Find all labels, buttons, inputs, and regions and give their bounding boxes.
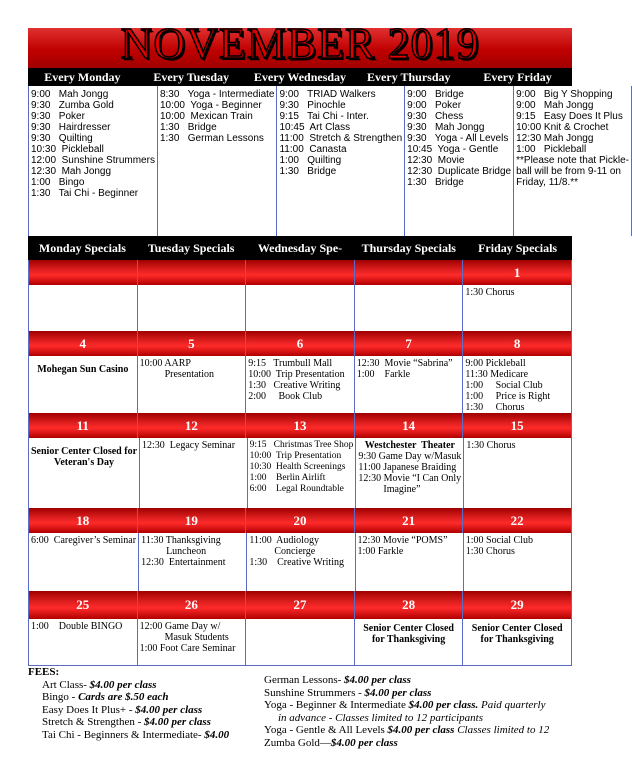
weekly-header-3: Every Thursday — [367, 70, 451, 84]
fees-right-column — [264, 674, 549, 749]
date-row-3 — [28, 508, 572, 533]
weekly-cell-1 — [158, 86, 278, 236]
schedule-item: 11:00 Canasta — [279, 144, 347, 155]
schedule-item: 10:45 Yoga - Gentle — [407, 144, 499, 155]
specials-header-3: Thursday Specials — [361, 241, 456, 255]
date-cell: 11 — [28, 413, 138, 438]
schedule-item: 10:30 Pickleball — [31, 144, 104, 155]
schedule-item: 9:30 Mah Jongg — [407, 122, 485, 133]
schedule-item: 10:45 Art Class — [279, 122, 351, 133]
schedule-item: **Please note that Pickle- — [516, 155, 629, 166]
fee-item-right — [264, 737, 549, 750]
schedule-item: 12:30 Mah Jongg — [516, 133, 594, 144]
event-line: Westchester Theater — [364, 440, 455, 451]
fee-price: $4.00 per class — [364, 686, 432, 699]
schedule-item: 1:00 Quilting — [279, 155, 342, 166]
fee-label: Art Class- — [42, 678, 90, 691]
events-cell — [246, 619, 355, 665]
weekly-header-1: Every Tuesday — [153, 70, 230, 84]
fee-item-right — [264, 674, 549, 687]
date-cell: 12 — [138, 413, 247, 438]
fee-price: $4.00 per class. — [408, 699, 479, 711]
event-line: 11:00 Audiology — [249, 535, 319, 546]
event-line: 6:00 Caregiver’s Seminar — [31, 535, 137, 546]
event-line: Presentation — [139, 369, 215, 380]
events-cell — [138, 285, 247, 331]
schedule-item: 10:00 Knit & Crochet — [516, 122, 609, 133]
schedule-item: 12:30 Mah Jongg — [31, 166, 112, 177]
date-cell: 27 — [246, 591, 355, 619]
schedule-item: 9:30 Chess — [407, 111, 464, 122]
schedule-item: 1:30 Bridge — [159, 122, 217, 133]
event-line: 1:00 Double BINGO — [31, 621, 123, 632]
date-cell: 7 — [355, 331, 464, 356]
fee-price: Cards are $.50 each — [78, 691, 169, 703]
event-line: 1:00 Social Club — [465, 535, 534, 546]
schedule-item: Friday, 11/8.** — [516, 177, 579, 188]
events-cell — [246, 356, 355, 413]
event-line: for Thanksgiving — [480, 634, 554, 645]
specials-header-2: Wednesday Spe- — [257, 241, 343, 255]
event-line: 1:30 Chorus — [465, 546, 515, 557]
schedule-item: 9:15 Tai Chi - Inter. — [279, 111, 369, 122]
schedule-item: 8:30 Yoga - Intermediate — [159, 89, 275, 100]
weekly-cell-4 — [514, 86, 632, 236]
events-row-1 — [28, 356, 572, 414]
date-cell: 25 — [28, 591, 138, 619]
fee-price: $4.00 per class — [89, 678, 157, 691]
page-title: NOVEMBER 2019 — [120, 19, 480, 68]
event-line: Senior Center Closed for — [31, 446, 138, 457]
events-cell — [140, 438, 248, 508]
specials-header-0: Monday Specials — [38, 241, 126, 255]
schedule-item: 9:00 Mah Jongg — [516, 100, 594, 111]
date-cell: 21 — [355, 508, 464, 533]
events-row-3 — [28, 533, 572, 592]
date-cell — [246, 260, 355, 285]
fee-label: Zumba Gold— — [264, 736, 331, 749]
weekly-header-2: Every Wednesday — [253, 70, 347, 84]
specials-header-4: Friday Specials — [478, 241, 558, 255]
event-line: 12:30 Entertainment — [141, 557, 226, 568]
schedule-item: 1:00 Bingo — [31, 177, 85, 188]
event-line: 10:00 AARP — [139, 358, 191, 369]
event-line: 1:00 Farkle — [356, 369, 411, 380]
fee-label: Yoga - Beginner & Intermediate — [264, 699, 409, 711]
event-line: Senior Center Closed — [363, 623, 454, 634]
date-cell — [138, 260, 247, 285]
events-cell — [246, 285, 355, 331]
date-cell — [355, 260, 464, 285]
date-cell: 13 — [246, 413, 355, 438]
date-cell: 22 — [463, 508, 572, 533]
weekly-header-row — [28, 68, 572, 86]
events-cell — [28, 619, 138, 665]
fee-label: Easy Does It Plus+ - — [42, 703, 136, 716]
schedule-item: 1:30 Bridge — [279, 166, 337, 177]
event-line: 12:30 Movie “I Can Only — [358, 473, 462, 484]
schedule-item: 12:30 Movie — [407, 155, 465, 166]
schedule-item: 9:00 Poker — [407, 100, 462, 111]
weekly-cell-3 — [405, 86, 514, 236]
schedule-item: 9:30 Zumba Gold — [31, 100, 114, 111]
event-line: 1:00 Price is Right — [465, 391, 551, 402]
event-line: 1:30 Creative Writing — [248, 380, 341, 391]
fee-price: $4.00 per class — [344, 674, 411, 686]
fee-price: $4.00 per class — [144, 716, 211, 728]
schedule-item: 9:30 Hairdresser — [31, 122, 111, 133]
event-line: 1:30 Chorus — [466, 440, 516, 451]
fee-label: German Lessons- — [264, 674, 345, 686]
event-line: 10:30 Health Screenings — [249, 462, 346, 472]
events-cell — [248, 438, 357, 508]
events-cell — [356, 533, 464, 591]
date-cell: 5 — [138, 331, 247, 356]
schedule-item: 9:30 Poker — [31, 111, 85, 122]
schedule-item: 9:00 Mah Jongg — [31, 89, 109, 100]
fee-item-right — [264, 712, 549, 725]
event-line: 1:00 Social Club — [465, 380, 543, 391]
schedule-item: 1:30 Tai Chi - Beginner — [31, 188, 139, 199]
event-line: Imagine” — [358, 484, 421, 495]
event-line: 12:30 Movie “POMS” — [357, 535, 448, 546]
events-cell — [139, 533, 247, 591]
events-cell — [28, 438, 140, 508]
fee-price: $4.00 per class — [135, 703, 203, 716]
event-line: 9:15 Trumbull Mall — [248, 358, 333, 369]
events-cell — [355, 619, 464, 665]
event-line: 11:30 Thanksgiving — [141, 535, 221, 546]
event-line: 1:30 Chorus — [465, 402, 525, 413]
event-line: Veteran's Day — [54, 457, 114, 468]
event-line: 9:15 Christmas Tree Shop — [249, 440, 354, 450]
event-line: 1:00 Berlin Airlift — [249, 473, 326, 483]
date-cell: 20 — [246, 508, 355, 533]
schedule-item: 9:30 Yoga - All Levels — [407, 133, 509, 144]
date-cell — [28, 260, 138, 285]
events-cell — [247, 533, 355, 591]
weekly-header-4: Every Friday — [483, 70, 552, 84]
event-line: Concierge — [249, 546, 316, 557]
weekly-header-0: Every Monday — [44, 70, 121, 84]
date-cell: 15 — [463, 413, 572, 438]
schedule-item: 12:00 Sunshine Strummers — [31, 155, 155, 166]
event-line: 6:00 Legal Roundtable — [249, 484, 344, 494]
date-cell: 29 — [463, 591, 572, 619]
date-row-4 — [28, 591, 572, 619]
schedule-item: 11:00 Stretch & Strengthen — [279, 133, 403, 144]
fee-item-left — [28, 691, 229, 704]
schedule-item: 10:00 Mexican Train — [159, 111, 253, 122]
events-cell — [28, 533, 139, 591]
event-line: 1:30 Chorus — [465, 287, 515, 298]
specials-header-1: Tuesday Specials — [147, 241, 235, 255]
fee-item-left — [28, 679, 229, 692]
fee-label: Bingo - — [42, 691, 79, 703]
schedule-item: 9:15 Easy Does It Plus — [516, 111, 623, 122]
schedule-item: 1:30 Bridge — [407, 177, 464, 188]
event-line: Luncheon — [141, 546, 207, 557]
schedule-item: 1:30 German Lessons — [159, 133, 264, 144]
schedule-item: 9:30 Quilting — [31, 133, 93, 144]
schedule-item: 12:30 Duplicate Bridge — [407, 166, 512, 177]
events-cell — [355, 356, 464, 413]
date-cell: 19 — [138, 508, 247, 533]
event-line: Masuk Students — [139, 632, 229, 643]
event-line: 11:00 Japanese Braiding — [358, 462, 457, 473]
event-line: 12:00 Game Day w/ — [139, 621, 221, 632]
fee-label: Yoga - Gentle & All Levels — [264, 724, 388, 736]
fee-item-right — [264, 724, 549, 737]
date-cell: 26 — [138, 591, 247, 619]
fee-item-left — [28, 716, 229, 729]
events-cell — [464, 533, 572, 591]
events-cell — [356, 438, 464, 508]
fee-price: $4.00 per class — [330, 736, 398, 749]
date-row-1 — [28, 331, 572, 356]
schedule-item: ball will be from 9-11 on — [516, 166, 621, 177]
specials-header-row — [28, 236, 572, 260]
fee-item-right — [264, 699, 549, 712]
event-line: 12:30 Legacy Seminar — [142, 440, 236, 451]
events-row-4 — [28, 619, 572, 666]
fee-item-left — [28, 704, 229, 717]
date-row-2 — [28, 413, 572, 438]
fee-item-left — [28, 729, 229, 742]
date-cell: 28 — [355, 591, 464, 619]
fee-label: Stretch & Strengthen - — [42, 716, 145, 728]
events-cell — [138, 619, 247, 665]
fee-note: Paid quarterly — [478, 699, 546, 711]
fee-price: $4.00 per class — [387, 724, 455, 736]
event-line: Senior Center Closed — [471, 623, 563, 634]
event-line: 11:30 Medicare — [465, 369, 529, 380]
events-cell — [138, 356, 247, 413]
date-cell: 4 — [28, 331, 138, 356]
fees-left-column — [28, 666, 229, 741]
fee-label: Tai Chi - Beginners & Intermediate- — [42, 728, 205, 741]
event-line: 1:30 Creative Writing — [249, 557, 344, 568]
fee-item-right — [264, 687, 549, 700]
event-line: 2:00 Book Club — [248, 391, 323, 402]
event-line: 1:00 Farkle — [357, 546, 404, 557]
weekly-schedule-row — [28, 86, 629, 237]
schedule-item: 9:00 Bridge — [407, 89, 464, 100]
event-line: 9:00 Pickleball — [465, 358, 526, 369]
schedule-item: 9:00 Big Y Shopping — [516, 89, 613, 100]
fee-note: Classes limited to 12 — [454, 724, 550, 736]
events-cell — [28, 356, 138, 413]
events-row-2 — [28, 438, 572, 509]
event-line: 10:00 Trip Presentation — [249, 451, 342, 461]
events-cell — [463, 356, 572, 413]
date-cell: 18 — [28, 508, 138, 533]
fee-note: in advance - Classes limited to 12 participants — [278, 711, 484, 724]
weekly-cell-2 — [277, 86, 405, 236]
schedule-item: 10:00 Yoga - Beginner — [159, 100, 262, 111]
events-row-0 — [28, 285, 572, 332]
weekly-cell-0 — [28, 86, 158, 236]
date-cell: 6 — [246, 331, 355, 356]
fee-price: $4.00 — [204, 728, 230, 741]
schedule-item: 1:00 Pickleball — [516, 144, 587, 155]
event-line: 9:30 Game Day w/Masuk — [358, 451, 462, 462]
event-line: 12:30 Movie “Sabrina” — [356, 358, 453, 369]
events-cell — [355, 285, 464, 331]
fee-label: Sunshine Strummers - — [264, 686, 365, 699]
event-line: 10:00 Trip Presentation — [248, 369, 345, 380]
events-cell — [463, 619, 572, 665]
date-row-0 — [28, 260, 572, 285]
fees-heading: FEES: — [28, 666, 60, 678]
event-line: 1:00 Foot Care Seminar — [139, 643, 236, 654]
events-cell — [463, 285, 572, 331]
schedule-item: 9:00 TRIAD Walkers — [279, 89, 376, 100]
event-line: for Thanksgiving — [371, 634, 446, 645]
events-cell — [464, 438, 572, 508]
date-cell: 14 — [355, 413, 464, 438]
date-cell: 8 — [463, 331, 572, 356]
schedule-item: 9:30 Pinochle — [279, 100, 346, 111]
date-cell: 1 — [463, 260, 572, 285]
events-cell — [28, 285, 138, 331]
event-line: Mohegan Sun Casino — [37, 364, 129, 375]
